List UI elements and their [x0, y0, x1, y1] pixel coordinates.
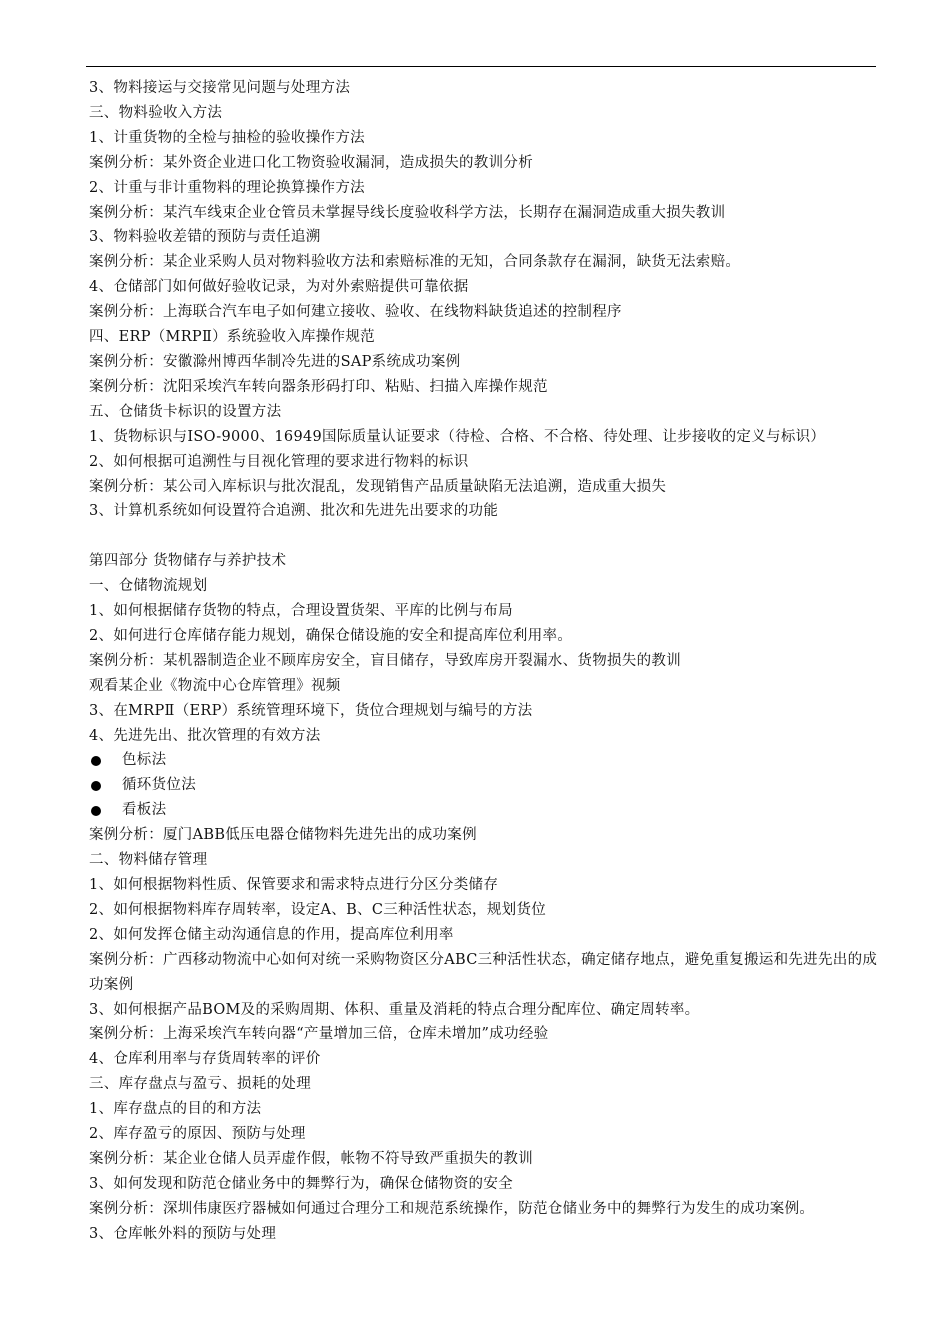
text-line: 1、如何根据物料性质、保管要求和需求特点进行分区分类储存 — [89, 876, 499, 893]
text-line: 3、在MRPⅡ（ERP）系统管理环境下，货位合理规划与编号的方法 — [89, 702, 533, 719]
bullet-text: 看板法 — [122, 802, 167, 819]
text-line: 3、计算机系统如何设置符合追溯、批次和先进先出要求的功能 — [89, 503, 499, 520]
text-line: 2、如何根据可追溯性与目视化管理的要求进行物料的标识 — [89, 453, 469, 470]
case-analysis-line: 案例分析：某企业仓储人员弄虚作假，帐物不符导致严重损失的教训 — [89, 1150, 533, 1167]
text-line: 4、先进先出、批次管理的有效方法 — [89, 727, 321, 744]
case-analysis-line: 案例分析：安徽滁州博西华制冷先进的SAP系统成功案例 — [89, 353, 461, 370]
text-line: 3、物料接运与交接常见问题与处理方法 — [89, 80, 351, 96]
bullet-text: 循环货位法 — [122, 777, 196, 794]
text-line: 2、如何根据物料库存周转率，设定A、B、C三种活性状态，规划货位 — [89, 901, 547, 918]
case-analysis-line: 案例分析：沈阳采埃汽车转向器条形码打印、粘贴、扫描入库操作规范 — [89, 378, 548, 395]
case-analysis-line: 案例分析：上海采埃汽车转向器“产量增加三倍，仓库未增加”成功经验 — [89, 1026, 549, 1043]
text-line: 4、仓储部门如何做好验收记录，为对外索赔提供可靠依据 — [89, 279, 469, 296]
text-line: 3、物料验收差错的预防与责任追溯 — [89, 229, 321, 246]
bullet-item — [89, 748, 879, 773]
text-line: 2、库存盈亏的原因、预防与处理 — [89, 1126, 306, 1143]
blank-line — [89, 524, 879, 549]
text-line: 1、货物标识与ISO-9000、16949国际质量认证要求（待检、合格、不合格、待处理、让步接收的定义与标识） — [89, 428, 826, 445]
text-line: 2、计重与非计重物料的理论换算操作方法 — [89, 179, 365, 196]
section-part4 — [89, 549, 879, 1246]
case-analysis-line: 案例分析：广西移动物流中心如何对统一采购物资区分ABC三种活性状态，确定储存地点，避免重复搬运和先进先出的成功案例 — [89, 951, 878, 993]
text-line: 4、仓库利用率与存货周转率的评价 — [89, 1051, 321, 1068]
case-analysis-line: 案例分析：某汽车线束企业仓管员未掌握导线长度验收科学方法，长期存在漏洞造成重大损失教训 — [89, 204, 726, 221]
text-line: 观看某企业《物流中心仓库管理》视频 — [89, 677, 341, 694]
case-analysis-line: 案例分析：厦门ABB低压电器仓储物料先进先出的成功案例 — [89, 827, 477, 844]
case-analysis-line: 案例分析：某机器制造企业不顾库房安全，盲目储存，导致库房开裂漏水、货物损失的教训 — [89, 652, 681, 669]
text-line: 2、如何发挥仓储主动沟通信息的作用，提高库位利用率 — [89, 926, 454, 943]
section-heading: 二、物料储存管理 — [89, 852, 208, 869]
case-analysis-line: 案例分析：某企业采购人员对物料验收方法和索赔标准的无知，合同条款存在漏洞，缺货无法索赔。 — [89, 254, 741, 271]
case-analysis-line: 案例分析：上海联合汽车电子如何建立接收、验收、在线物料缺货追述的控制程序 — [89, 304, 622, 321]
case-analysis-line: 案例分析：深圳伟康医疗器械如何通过合理分工和规范系统操作，防范仓储业务中的舞弊行为发生的成功案例。 — [89, 1200, 815, 1217]
section-part3-continued — [89, 76, 879, 524]
bullet-dot-icon — [91, 756, 101, 766]
section-heading: 三、物料验收入方法 — [89, 104, 223, 121]
bullet-item — [89, 798, 879, 823]
case-analysis-line: 案例分析：某外资企业进口化工物资验收漏洞，造成损失的教训分析 — [89, 154, 533, 171]
section-heading: 三、库存盘点与盈亏、损耗的处理 — [89, 1076, 311, 1093]
text-line: 1、计重货物的全检与抽检的验收操作方法 — [89, 129, 365, 146]
text-line: 1、如何根据储存货物的特点，合理设置货架、平库的比例与布局 — [89, 603, 513, 620]
header-rule — [86, 66, 876, 67]
section-heading: 一、仓储物流规划 — [89, 578, 208, 595]
bullet-text: 色标法 — [122, 752, 167, 769]
case-analysis-line: 案例分析：某公司入库标识与批次混乱，发现销售产品质量缺陷无法追溯，造成重大损失 — [89, 478, 667, 495]
bullet-dot-icon — [91, 806, 101, 816]
text-line: 3、如何发现和防范仓储业务中的舞弊行为，确保仓储物资的安全 — [89, 1175, 513, 1192]
bullet-item — [89, 773, 879, 798]
text-line: 2、如何进行仓库储存能力规划，确保仓储设施的安全和提高库位利用率。 — [89, 627, 573, 644]
section-heading: 四、ERP（MRPⅡ）系统验收入库操作规范 — [89, 329, 375, 346]
text-line: 1、库存盘点的目的和方法 — [89, 1101, 262, 1118]
text-line: 3、如何根据产品BOM及的采购周期、体积、重量及消耗的特点合理分配库位、确定周转率。 — [89, 1001, 700, 1018]
text-line: 3、仓库帐外料的预防与处理 — [89, 1225, 277, 1242]
document-body — [89, 76, 879, 1247]
bullet-dot-icon — [91, 781, 101, 791]
section-heading: 五、仓储货卡标识的设置方法 — [89, 403, 282, 420]
part-heading: 第四部分 货物储存与养护技术 — [89, 553, 287, 570]
